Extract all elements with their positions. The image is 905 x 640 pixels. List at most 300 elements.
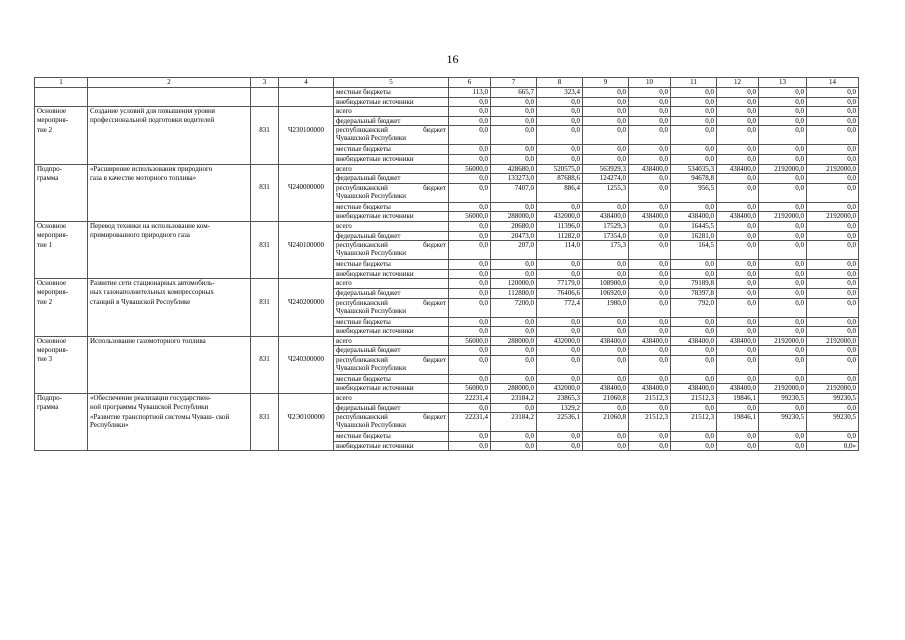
table-row <box>35 403 859 413</box>
cell-col1 <box>35 432 88 442</box>
value-cell-col8: 0,0 <box>537 269 583 279</box>
value-cell-col9: 21060,8 <box>583 413 629 432</box>
cell-col3 <box>251 174 279 184</box>
funding-source-cell: республиканский бюджет Чувашской Республики <box>334 413 449 432</box>
table-row <box>35 327 859 337</box>
value-cell-col6: 0,0 <box>449 317 491 327</box>
value-cell-col13: 0,0 <box>759 241 807 260</box>
cell-col4 <box>279 441 334 451</box>
cell-col3 <box>251 145 279 155</box>
value-cell-col8: 886,4 <box>537 183 583 202</box>
cell-col3 <box>251 279 279 289</box>
value-cell-col12: 0,0 <box>717 327 759 337</box>
value-cell-col14: 0,0 <box>807 279 859 289</box>
value-cell-col14: 2192000,0 <box>807 336 859 346</box>
cell-col3 <box>251 107 279 117</box>
value-cell-col10: 0,0 <box>629 202 671 212</box>
cell-col1 <box>35 327 88 337</box>
value-cell-col10: 0,0 <box>629 346 671 356</box>
value-cell-col13: 0,0 <box>759 154 807 164</box>
cell-col2: станций в Чувашской Республике <box>88 298 251 317</box>
value-cell-col7: 428680,0 <box>491 164 537 174</box>
value-cell-col11: 0,0 <box>671 107 717 117</box>
value-cell-col10: 0,0 <box>629 298 671 317</box>
value-cell-col6: 0,0 <box>449 279 491 289</box>
cell-col3 <box>251 317 279 327</box>
value-cell-col6: 56000,0 <box>449 164 491 174</box>
value-cell-col11: 16445,5 <box>671 221 717 231</box>
cell-col2 <box>88 241 251 260</box>
value-cell-col13: 0,0 <box>759 279 807 289</box>
funding-source-cell: федеральный бюджет <box>334 403 449 413</box>
value-cell-col14: 0,0 <box>807 97 859 107</box>
value-cell-col10: 0,0 <box>629 355 671 374</box>
value-cell-col10: 0,0 <box>629 107 671 117</box>
value-cell-col9: 0,0 <box>583 154 629 164</box>
cell-col2 <box>88 88 251 98</box>
cell-col4: Ч240200000 <box>279 298 334 317</box>
value-cell-col8: 87688,6 <box>537 174 583 184</box>
cell-col4 <box>279 336 334 346</box>
value-cell-col7: 133273,0 <box>491 174 537 184</box>
funding-source-cell: республиканский бюджет Чувашской Республики <box>334 241 449 260</box>
funding-source-cell: местные бюджеты <box>334 260 449 270</box>
value-cell-col13: 0,0 <box>759 346 807 356</box>
header-cell-12: 12 <box>717 78 759 88</box>
value-cell-col9: 0,0 <box>583 269 629 279</box>
value-cell-col6: 0,0 <box>449 116 491 126</box>
value-cell-col13: 0,0 <box>759 403 807 413</box>
table-row <box>35 288 859 298</box>
value-cell-col9: 0,0 <box>583 346 629 356</box>
value-cell-col6: 0,0 <box>449 221 491 231</box>
value-cell-col8: 0,0 <box>537 432 583 442</box>
value-cell-col11: 0,0 <box>671 260 717 270</box>
value-cell-col10: 0,0 <box>629 154 671 164</box>
value-cell-col9: 0,0 <box>583 88 629 98</box>
cell-col1: Основное <box>35 336 88 346</box>
value-cell-col13: 99230,5 <box>759 413 807 432</box>
cell-col1: мероприя- <box>35 231 88 241</box>
value-cell-col12: 0,0 <box>717 317 759 327</box>
value-cell-col8: 0,0 <box>537 116 583 126</box>
table-row <box>35 384 859 394</box>
value-cell-col7: 0,0 <box>491 145 537 155</box>
value-cell-col10: 438400,0 <box>629 384 671 394</box>
value-cell-col9: 0,0 <box>583 403 629 413</box>
value-cell-col12: 0,0 <box>717 298 759 317</box>
value-cell-col7: 0,0 <box>491 107 537 117</box>
value-cell-col7: 0,0 <box>491 269 537 279</box>
cell-col4 <box>279 403 334 413</box>
value-cell-col13: 0,0 <box>759 298 807 317</box>
cell-col3 <box>251 374 279 384</box>
value-cell-col6: 113,0 <box>449 88 491 98</box>
value-cell-col14: 0,0 <box>807 145 859 155</box>
header-cell-3: 3 <box>251 78 279 88</box>
value-cell-col9: 0,0 <box>583 107 629 117</box>
value-cell-col6: 0,0 <box>449 154 491 164</box>
value-cell-col7: 0,0 <box>491 97 537 107</box>
value-cell-col13: 0,0 <box>759 88 807 98</box>
value-cell-col10: 0,0 <box>629 221 671 231</box>
value-cell-col9: 0,0 <box>583 374 629 384</box>
value-cell-col13: 0,0 <box>759 126 807 145</box>
cell-col1 <box>35 154 88 164</box>
value-cell-col12: 0,0 <box>717 279 759 289</box>
table-header <box>35 78 859 88</box>
value-cell-col7: 120000,0 <box>491 279 537 289</box>
cell-col4 <box>279 327 334 337</box>
value-cell-col6: 0,0 <box>449 298 491 317</box>
value-cell-col11: 0,0 <box>671 346 717 356</box>
funding-source-cell: федеральный бюджет <box>334 346 449 356</box>
value-cell-col13: 0,0 <box>759 269 807 279</box>
value-cell-col6: 0,0 <box>449 432 491 442</box>
cell-col2: ных газонаполнительных компрессорных <box>88 288 251 298</box>
value-cell-col7: 0,0 <box>491 116 537 126</box>
value-cell-col8: 76406,6 <box>537 288 583 298</box>
value-cell-col6: 0,0 <box>449 403 491 413</box>
cell-col4 <box>279 107 334 117</box>
value-cell-col10: 0,0 <box>629 126 671 145</box>
value-cell-col8: 22536,1 <box>537 413 583 432</box>
value-cell-col9: 1255,3 <box>583 183 629 202</box>
value-cell-col7: 23184,2 <box>491 394 537 404</box>
value-cell-col13: 0,0 <box>759 116 807 126</box>
cell-col2: Перевод техники на использование ком- <box>88 221 251 231</box>
value-cell-col13: 0,0 <box>759 441 807 451</box>
value-cell-col9: 438400,0 <box>583 384 629 394</box>
value-cell-col9: 175,3 <box>583 241 629 260</box>
cell-col3: 831 <box>251 355 279 374</box>
value-cell-col14: 0,0 <box>807 107 859 117</box>
value-cell-col11: 78397,8 <box>671 288 717 298</box>
value-cell-col14: 99230,5 <box>807 413 859 432</box>
cell-col2: «Обеспечение реализации государствен- <box>88 394 251 404</box>
header-cell-7: 7 <box>491 78 537 88</box>
table-row <box>35 336 859 346</box>
header-cell-8: 8 <box>537 78 583 88</box>
value-cell-col13: 0,0 <box>759 288 807 298</box>
value-cell-col12: 0,0 <box>717 231 759 241</box>
cell-col3: 831 <box>251 126 279 145</box>
value-cell-col13: 0,0 <box>759 174 807 184</box>
cell-col3 <box>251 327 279 337</box>
cell-col1 <box>35 413 88 432</box>
value-cell-col8: 0,0 <box>537 317 583 327</box>
value-cell-col9: 0,0 <box>583 145 629 155</box>
cell-col3: 831 <box>251 298 279 317</box>
cell-col4 <box>279 202 334 212</box>
value-cell-col12: 0,0 <box>717 260 759 270</box>
value-cell-col8: 432000,0 <box>537 384 583 394</box>
value-cell-col13: 2192000,0 <box>759 384 807 394</box>
cell-col1 <box>35 97 88 107</box>
value-cell-col7: 20473,0 <box>491 231 537 241</box>
cell-col2: ной программы Чувашской Республики <box>88 403 251 413</box>
table-row <box>35 174 859 184</box>
value-cell-col7: 288000,0 <box>491 212 537 222</box>
cell-col1: Основное <box>35 279 88 289</box>
value-cell-col12: 0,0 <box>717 432 759 442</box>
value-cell-col11: 0,0 <box>671 432 717 442</box>
funding-source-cell: республиканский бюджет Чувашской Республики <box>334 355 449 374</box>
value-cell-col14: 0,0 <box>807 231 859 241</box>
value-cell-col12: 438400,0 <box>717 384 759 394</box>
funding-source-cell: федеральный бюджет <box>334 116 449 126</box>
cell-col2: «Развитие транспортной системы Чуваш- ской Республики» <box>88 413 251 432</box>
value-cell-col6: 0,0 <box>449 441 491 451</box>
value-cell-col6: 0,0 <box>449 241 491 260</box>
value-cell-col8: 23865,3 <box>537 394 583 404</box>
value-cell-col10: 0,0 <box>629 241 671 260</box>
value-cell-col9: 0,0 <box>583 441 629 451</box>
value-cell-col10: 0,0 <box>629 441 671 451</box>
value-cell-col10: 0,0 <box>629 183 671 202</box>
value-cell-col13: 0,0 <box>759 260 807 270</box>
funding-source-cell: внебюджетные источники <box>334 154 449 164</box>
value-cell-col14: 0,0 <box>807 317 859 327</box>
cell-col2: примированного природного газа <box>88 231 251 241</box>
value-cell-col10: 0,0 <box>629 88 671 98</box>
value-cell-col14: 0,0 <box>807 374 859 384</box>
value-cell-col9: 0,0 <box>583 202 629 212</box>
table-row <box>35 241 859 260</box>
value-cell-col10: 0,0 <box>629 327 671 337</box>
cell-col4: Ч230100000 <box>279 126 334 145</box>
value-cell-col14: 0,0 <box>807 403 859 413</box>
cell-col2 <box>88 260 251 270</box>
header-cell-5: 5 <box>334 78 449 88</box>
value-cell-col9: 106920,0 <box>583 288 629 298</box>
cell-col2 <box>88 212 251 222</box>
value-cell-col8: 0,0 <box>537 374 583 384</box>
cell-col1 <box>35 88 88 98</box>
cell-col1: тие 2 <box>35 126 88 145</box>
value-cell-col9: 0,0 <box>583 260 629 270</box>
value-cell-col9: 124274,0 <box>583 174 629 184</box>
value-cell-col10: 0,0 <box>629 279 671 289</box>
cell-col1 <box>35 269 88 279</box>
value-cell-col11: 0,0 <box>671 441 717 451</box>
cell-col1: меропрня- <box>35 116 88 126</box>
value-cell-col12: 0,0 <box>717 145 759 155</box>
value-cell-col11: 0,0 <box>671 269 717 279</box>
cell-col1: Подпро- <box>35 394 88 404</box>
cell-col4 <box>279 394 334 404</box>
value-cell-col14: 0,0 <box>807 355 859 374</box>
funding-source-cell: республиканский бюджет Чувашской Республики <box>334 298 449 317</box>
table-row <box>35 164 859 174</box>
value-cell-col11: 21512,3 <box>671 413 717 432</box>
value-cell-col6: 0,0 <box>449 269 491 279</box>
value-cell-col6: 22231,4 <box>449 394 491 404</box>
cell-col3 <box>251 154 279 164</box>
cell-col1: тие 3 <box>35 355 88 374</box>
table-row <box>35 126 859 145</box>
value-cell-col14: 99230,5 <box>807 394 859 404</box>
cell-col3: 831 <box>251 413 279 432</box>
value-cell-col7: 0,0 <box>491 327 537 337</box>
value-cell-col6: 0,0 <box>449 174 491 184</box>
value-cell-col11: 438400,0 <box>671 336 717 346</box>
value-cell-col11: 0,0 <box>671 403 717 413</box>
value-cell-col9: 0,0 <box>583 126 629 145</box>
value-cell-col11: 0,0 <box>671 317 717 327</box>
cell-col1: тие 1 <box>35 241 88 260</box>
value-cell-col12: 0,0 <box>717 355 759 374</box>
value-cell-col14: 0,0 <box>807 288 859 298</box>
value-cell-col14: 0,0 <box>807 202 859 212</box>
cell-col1 <box>35 441 88 451</box>
value-cell-col6: 0,0 <box>449 374 491 384</box>
cell-col4 <box>279 154 334 164</box>
cell-col2 <box>88 317 251 327</box>
cell-col1 <box>35 145 88 155</box>
value-cell-col7: 0,0 <box>491 317 537 327</box>
value-cell-col11: 0,0 <box>671 355 717 374</box>
value-cell-col14: 0,0 <box>807 241 859 260</box>
cell-col2 <box>88 97 251 107</box>
value-cell-col14: 0,0 <box>807 221 859 231</box>
funding-source-cell: всего <box>334 107 449 117</box>
value-cell-col11: 0,0 <box>671 374 717 384</box>
value-cell-col11: 0,0 <box>671 116 717 126</box>
header-cell-2: 2 <box>88 78 251 88</box>
funding-source-cell: всего <box>334 279 449 289</box>
value-cell-col6: 56000,0 <box>449 212 491 222</box>
value-cell-col13: 2192000,0 <box>759 164 807 174</box>
value-cell-col9: 438400,0 <box>583 212 629 222</box>
value-cell-col7: 0,0 <box>491 154 537 164</box>
table-row <box>35 221 859 231</box>
value-cell-col8: 0,0 <box>537 97 583 107</box>
value-cell-col9: 21060,8 <box>583 394 629 404</box>
value-cell-col6: 0,0 <box>449 107 491 117</box>
value-cell-col10: 21512,3 <box>629 413 671 432</box>
funding-source-cell: федеральный бюджет <box>334 288 449 298</box>
value-cell-col8: 0,0 <box>537 260 583 270</box>
table-row <box>35 202 859 212</box>
value-cell-col8: 0,0 <box>537 327 583 337</box>
page-number: 16 <box>446 52 459 66</box>
funding-source-cell: внебюджетные источники <box>334 212 449 222</box>
cell-col4 <box>279 88 334 98</box>
value-cell-col10: 0,0 <box>629 145 671 155</box>
cell-col1: мероприя- <box>35 288 88 298</box>
value-cell-col6: 0,0 <box>449 327 491 337</box>
cell-col1 <box>35 212 88 222</box>
table-row <box>35 441 859 451</box>
cell-col2 <box>88 126 251 145</box>
value-cell-col14: 0,0 <box>807 154 859 164</box>
cell-col4 <box>279 174 334 184</box>
cell-col4: Ч240000000 <box>279 183 334 202</box>
value-cell-col11: 956,5 <box>671 183 717 202</box>
value-cell-col8: 520575,0 <box>537 164 583 174</box>
value-cell-col6: 56000,0 <box>449 336 491 346</box>
value-cell-col10: 0,0 <box>629 403 671 413</box>
cell-col2 <box>88 346 251 356</box>
value-cell-col10: 0,0 <box>629 231 671 241</box>
value-cell-col13: 0,0 <box>759 107 807 117</box>
value-cell-col11: 0,0 <box>671 97 717 107</box>
table-row <box>35 394 859 404</box>
value-cell-col10: 0,0 <box>629 116 671 126</box>
value-cell-col11: 0,0 <box>671 88 717 98</box>
cell-col4 <box>279 269 334 279</box>
funding-source-cell: внебюджетные источники <box>334 327 449 337</box>
cell-col3 <box>251 403 279 413</box>
cell-col3 <box>251 116 279 126</box>
value-cell-col11: 534035,3 <box>671 164 717 174</box>
value-cell-col6: 0,0 <box>449 202 491 212</box>
table-row <box>35 260 859 270</box>
value-cell-col10: 0,0 <box>629 288 671 298</box>
value-cell-col13: 0,0 <box>759 97 807 107</box>
cell-col2 <box>88 183 251 202</box>
value-cell-col14: 0,0 <box>807 174 859 184</box>
funding-source-cell: федеральный бюджет <box>334 174 449 184</box>
cell-col1: Основное <box>35 107 88 117</box>
cell-col2 <box>88 384 251 394</box>
value-cell-col7: 7407,0 <box>491 183 537 202</box>
value-cell-col12: 0,0 <box>717 107 759 117</box>
value-cell-col11: 0,0 <box>671 202 717 212</box>
table-row <box>35 154 859 164</box>
header-cell-13: 13 <box>759 78 807 88</box>
value-cell-col7: 0,0 <box>491 374 537 384</box>
cell-col4 <box>279 317 334 327</box>
cell-col3 <box>251 231 279 241</box>
value-cell-col8: 114,0 <box>537 241 583 260</box>
value-cell-col13: 0,0 <box>759 355 807 374</box>
value-cell-col12: 438400,0 <box>717 336 759 346</box>
header-cell-14: 14 <box>807 78 859 88</box>
table-row <box>35 298 859 317</box>
value-cell-col9: 0,0 <box>583 355 629 374</box>
value-cell-col9: 0,0 <box>583 432 629 442</box>
value-cell-col13: 0,0 <box>759 374 807 384</box>
funding-source-cell: республиканский бюджет Чувашской Республики <box>334 183 449 202</box>
value-cell-col12: 19846,1 <box>717 394 759 404</box>
table-row <box>35 374 859 384</box>
value-cell-col7: 7200,0 <box>491 298 537 317</box>
value-cell-col12: 0,0 <box>717 116 759 126</box>
value-cell-col11: 21512,3 <box>671 394 717 404</box>
value-cell-col12: 0,0 <box>717 221 759 231</box>
value-cell-col7: 0,0 <box>491 441 537 451</box>
table-row <box>35 279 859 289</box>
value-cell-col12: 0,0 <box>717 183 759 202</box>
cell-col2: газа в качестве моторного топлива» <box>88 174 251 184</box>
value-cell-col12: 0,0 <box>717 288 759 298</box>
value-cell-col8: 0,0 <box>537 355 583 374</box>
value-cell-col6: 0,0 <box>449 183 491 202</box>
funding-source-cell: внебюджетные источники <box>334 269 449 279</box>
funding-source-cell: всего <box>334 394 449 404</box>
cell-col4 <box>279 116 334 126</box>
value-cell-col12: 0,0 <box>717 202 759 212</box>
value-cell-col9: 563929,3 <box>583 164 629 174</box>
cell-col1: тие 2 <box>35 298 88 317</box>
cell-col3 <box>251 346 279 356</box>
cell-col2 <box>88 202 251 212</box>
value-cell-col11: 0,0 <box>671 126 717 145</box>
header-row <box>35 78 859 88</box>
cell-col2 <box>88 355 251 374</box>
